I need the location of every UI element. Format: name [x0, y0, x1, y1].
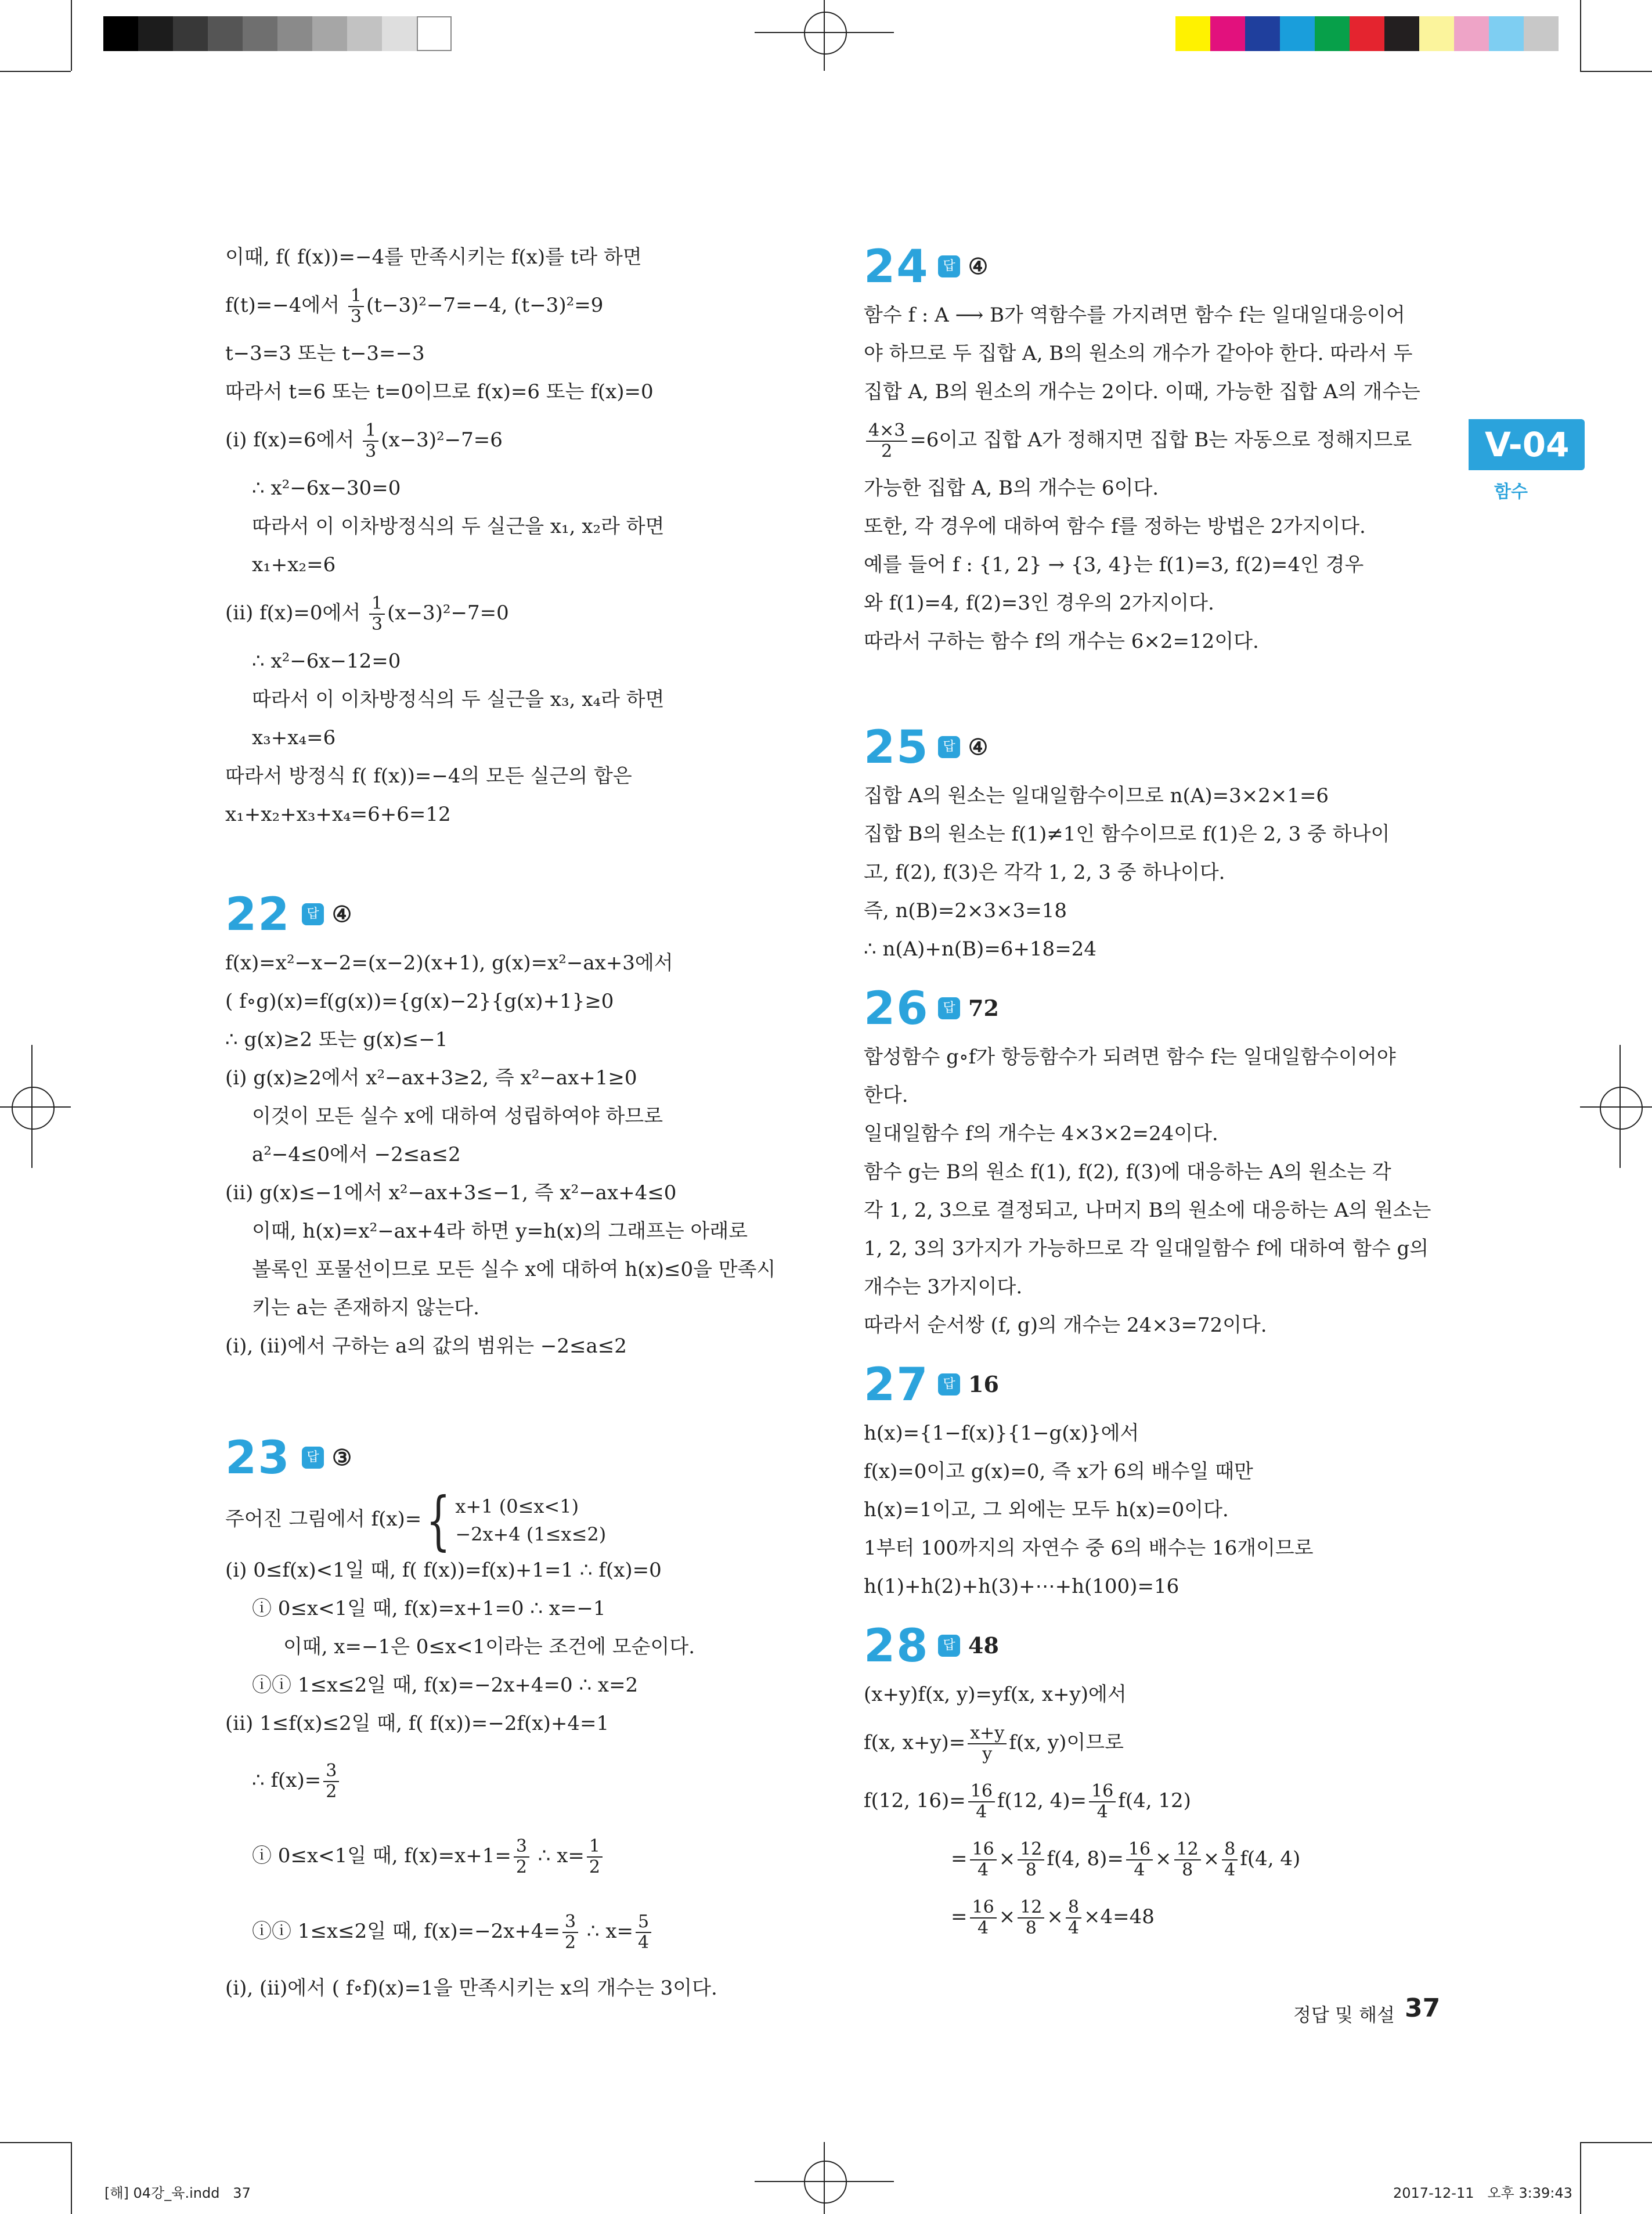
text-line: ∴ x²−6x−12=0 [252, 650, 401, 673]
text-line: (ⅰ) f(x)=6에서 $\frac{1}{3}$ (x−3)²−7=6 [225, 420, 503, 461]
color-swatch [1210, 16, 1245, 51]
text-line: 1, 2, 3의 3가지가 가능하므로 각 일대일함수 f에 대하여 함수 g의 [864, 1237, 1429, 1260]
text-line: 한다. [864, 1084, 908, 1107]
answer-value: ③ [332, 1444, 352, 1470]
chapter-tab-label: V-04 [1485, 425, 1570, 464]
chapter-tab [1469, 419, 1585, 470]
text-line: x₃+x₄=6 [252, 726, 336, 749]
answer-value: 16 [968, 1371, 999, 1397]
text-line: (ⅰ), (ⅱ)에서 구하는 a의 값의 범위는 −2≤a≤2 [225, 1335, 627, 1358]
text-line: (ⅱ) f(x)=0에서 $\frac{1}{3}$ (x−3)²−7=0 [225, 593, 509, 634]
gray-swatch [347, 16, 382, 51]
color-swatch [1419, 16, 1454, 51]
page-number: 37 [1405, 1993, 1441, 2023]
text-line: t−3=3 또는 t−3=−3 [225, 342, 425, 365]
gray-swatch [173, 16, 208, 51]
problem-number: 23 [225, 1432, 291, 1484]
answer-tag: 답 [938, 1373, 960, 1396]
text-line: 집합 B의 원소는 f(1)≠1인 함수이므로 f(1)은 2, 3 중 하나이 [864, 823, 1390, 846]
text-line: h(x)={1−f(x)}{1−g(x)}에서 [864, 1422, 1139, 1445]
text-line: 각 1, 2, 3으로 결정되고, 나머지 B의 원소에 대응하는 A의 원소는 [864, 1199, 1431, 1222]
text-line: x₁+x₂=6 [252, 553, 336, 576]
text-line: 함수 f : A ⟶ B가 역함수를 가지려면 함수 f는 일대일대응이어 [864, 304, 1405, 327]
color-swatch [1489, 16, 1524, 51]
text-line: ∴ x²−6x−30=0 [252, 477, 401, 500]
text-line: 볼록인 포물선이므로 모든 실수 x에 대하여 h(x)≤0을 만족시 [252, 1258, 776, 1281]
text-line: ∴ n(A)+n(B)=6+18=24 [864, 937, 1096, 961]
gray-swatch [243, 16, 277, 51]
problem-28-header [864, 1617, 1444, 1675]
color-swatch [1454, 16, 1489, 51]
text-line: 따라서 방정식 f( f(x))=−4의 모든 실근의 합은 [225, 765, 632, 788]
text-line: = $\frac{16}{4}$ × $\frac{12}{8}$ × $\frac{8}{4}$ ×4=48 [951, 1897, 1155, 1938]
text-line: ⓘ 0≤x<1일 때, f(x)=x+1= $\frac{3}{2}$ ∴ x= $\frac{1}{2}$ [225, 1818, 823, 1894]
gray-swatch [312, 16, 347, 51]
text-line: 예를 들어 f : {1, 2} → {3, 4}는 f(1)=3, f(2)=4인 경우 [864, 553, 1364, 576]
text-line: 키는 a는 존재하지 않는다. [252, 1296, 479, 1319]
problem-25-header [864, 719, 1444, 777]
text-line: 합성함수 g∘f가 항등함수가 되려면 함수 f는 일대일함수이어야 [864, 1045, 1396, 1069]
problem-number: 28 [864, 1620, 929, 1672]
text-line: 따라서 이 이차방정식의 두 실근을 x₃, x₄라 하면 [252, 688, 665, 711]
text-line: 이것이 모든 실수 x에 대하여 성립하여야 하므로 [252, 1105, 663, 1128]
text-line: h(x)=1이고, 그 외에는 모두 h(x)=0이다. [864, 1498, 1229, 1521]
text-line: (ⅰ) g(x)≥2에서 x²−ax+3≥2, 즉 x²−ax+1≥0 [225, 1066, 637, 1090]
gray-swatch [382, 16, 417, 51]
chapter-tab-sub: 함수 [1494, 482, 1528, 502]
color-swatch [1350, 16, 1384, 51]
problem-number: 24 [864, 241, 929, 293]
text-line: 1부터 100까지의 자연수 중 6의 배수는 16개이므로 [864, 1537, 1314, 1560]
gray-swatch [138, 16, 173, 51]
text-line: ⓘⓘ 1≤x≤2일 때, f(x)=−2x+4= $\frac{3}{2}$ ∴ x= $\frac{5}{4}$ [225, 1894, 823, 1969]
text-line: ∴ f(x)= $\frac{3}{2}$ [225, 1743, 823, 1818]
gray-swatch [208, 16, 243, 51]
color-swatch [1175, 16, 1210, 51]
text-line: 함수 g는 B의 원소 f(1), f(2), f(3)에 대응하는 A의 원소는 각 [864, 1160, 1391, 1184]
text-line: f(12, 16)= $\frac{16}{4}$ f(12, 4)= $\frac{16}{4}$ f(4, 12) [864, 1781, 1191, 1822]
text-line: 따라서 순서쌍 (f, g)의 개수는 24×3=72이다. [864, 1314, 1267, 1337]
problem-27-header [864, 1356, 1444, 1414]
text-line: 집합 A, B의 원소의 개수는 2이다. 이때, 가능한 집합 A의 개수는 [864, 380, 1420, 403]
answer-tag: 답 [938, 1635, 960, 1657]
text-line: (ⅰ) 0≤f(x)<1일 때, f( f(x))=f(x)+1=1 ∴ f(x)=0 [225, 1559, 662, 1582]
answer-tag: 답 [302, 1447, 324, 1469]
answer-value: ④ [968, 253, 989, 279]
gray-swatch [103, 16, 138, 51]
right-column [864, 238, 1444, 1946]
text-line: f(x)=0이고 g(x)=0, 즉 x가 6의 배수일 때만 [864, 1460, 1253, 1483]
gray-swatch [417, 16, 452, 51]
answer-value: 72 [968, 995, 999, 1021]
problem-26-header [864, 980, 1444, 1038]
text-line: ( f∘g)(x)=f(g(x))={g(x)−2}{g(x)+1}≥0 [225, 990, 614, 1013]
color-swatch [1280, 16, 1315, 51]
color-swatch [1315, 16, 1350, 51]
problem-22-header [225, 886, 823, 944]
color-swatch [1524, 16, 1559, 51]
text-line: (ⅱ) g(x)≤−1에서 x²−ax+3≤−1, 즉 x²−ax+4≤0 [225, 1181, 677, 1205]
answer-value: ④ [968, 734, 989, 760]
text-line: 또한, 각 경우에 대하여 함수 f를 정하는 방법은 2가지이다. [864, 515, 1366, 538]
text-line: = $\frac{16}{4}$ × $\frac{12}{8}$ f(4, 8)= $\frac{16}{4}$ × $\frac{12}{8}$ × $\frac{8}{4}$ f(4, 4) [951, 1839, 1301, 1880]
text-line: 와 f(1)=4, f(2)=3인 경우의 2가지이다. [864, 592, 1214, 615]
text-line: 가능한 집합 A, B의 개수는 6이다. [864, 477, 1159, 500]
text-line: f(t)=−4에서 $\frac{1}{3}$ (t−3)²−7=−4, (t−3)²=9 [225, 286, 604, 327]
text-line: f(x)=x²−x−2=(x−2)(x+1), g(x)=x²−ax+3에서 [225, 951, 673, 975]
problem-number: 25 [864, 722, 929, 774]
problem-23-header [225, 1429, 823, 1487]
text-line: ∴ g(x)≥2 또는 g(x)≤−1 [225, 1028, 448, 1051]
text-line: 이때, h(x)=x²−ax+4라 하면 y=h(x)의 그래프는 아래로 [252, 1220, 748, 1243]
text-line: x₁+x₂+x₃+x₄=6+6=12 [225, 803, 451, 826]
text-line: (ⅰ), (ⅱ)에서 ( f∘f)(x)=1을 만족시키는 x의 개수는 3이다. [225, 1977, 717, 2000]
text-line: 야 하므로 두 집합 A, B의 원소의 개수가 같아야 한다. 따라서 두 [864, 342, 1413, 365]
gray-swatch [277, 16, 312, 51]
text-line: 따라서 이 이차방정식의 두 실근을 x₁, x₂라 하면 [252, 515, 665, 538]
text-line: 고, f(2), f(3)은 각각 1, 2, 3 중 하나이다. [864, 861, 1225, 884]
answer-tag: 답 [938, 997, 960, 1019]
text-line: 따라서 t=6 또는 t=0이므로 f(x)=6 또는 f(x)=0 [225, 380, 654, 403]
answer-value: 48 [968, 1632, 999, 1658]
page-label: 정답 및 해설 [1293, 2004, 1395, 2026]
color-swatch [1245, 16, 1280, 51]
file-info: [해] 04강_육.indd 37 [104, 2185, 251, 2201]
problem-number: 22 [225, 889, 291, 941]
answer-tag: 답 [302, 903, 324, 925]
text-line: 이때, x=−1은 0≤x<1이라는 조건에 모순이다. [283, 1635, 695, 1658]
text-line: 개수는 3가지이다. [864, 1275, 1023, 1299]
answer-tag: 답 [938, 255, 960, 277]
problem-24-header [864, 238, 1444, 296]
text-line: ⓘⓘ 1≤x≤2일 때, f(x)=−2x+4=0 ∴ x=2 [252, 1674, 639, 1697]
text-line: 즉, n(B)=2×3×3=18 [864, 899, 1067, 922]
text-line: 일대일함수 f의 개수는 4×3×2=24이다. [864, 1122, 1218, 1145]
problem-number: 26 [864, 983, 929, 1035]
text-line: $\frac{4\times 3}{2}$ =6이고 집합 A가 정해지면 집합 B는 자동으로 정해지므로 [864, 411, 1444, 469]
color-swatch [1384, 16, 1419, 51]
text-line: ⓘ 0≤x<1일 때, f(x)=x+1=0 ∴ x=−1 [252, 1597, 606, 1620]
text-line: 집합 A의 원소는 일대일함수이므로 n(A)=3×2×1=6 [864, 784, 1329, 807]
answer-value: ④ [332, 901, 352, 927]
text-line: a²−4≤0에서 −2≤a≤2 [252, 1143, 461, 1166]
left-column [225, 238, 823, 2007]
piecewise-definition: 주어진 그림에서 f(x)={ x+1 (0≤x<1) −2x+4 (1≤x≤2) [225, 1483, 607, 1557]
text-line: 이때, f( f(x))=−4를 만족시키는 f(x)를 t라 하면 [225, 246, 642, 269]
timestamp: 2017-12-11 오후 3:39:43 [1393, 2185, 1572, 2201]
text-line: (x+y)f(x, y)=yf(x, x+y)에서 [864, 1683, 1127, 1706]
problem-number: 27 [864, 1359, 929, 1411]
text-line: 따라서 구하는 함수 f의 개수는 6×2=12이다. [864, 630, 1259, 653]
text-line: h(1)+h(2)+h(3)+⋯+h(100)=16 [864, 1575, 1180, 1598]
text-line: (ⅱ) 1≤f(x)≤2일 때, f( f(x))=−2f(x)+4=1 [225, 1712, 609, 1735]
answer-tag: 답 [938, 736, 960, 758]
text-line: f(x, x+y)= $\frac{x+y}{y}$ f(x, y)이므로 [864, 1723, 1124, 1764]
